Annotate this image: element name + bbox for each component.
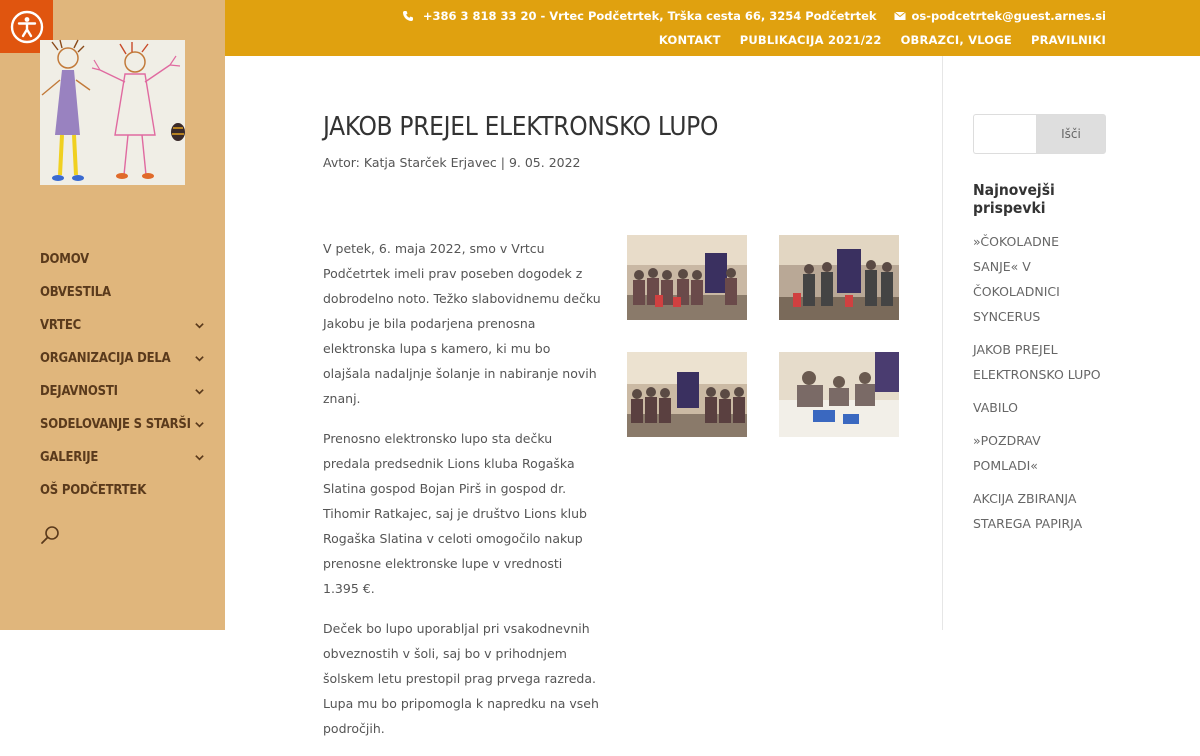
content-divider: [942, 56, 943, 630]
top-header: [225, 0, 1200, 56]
topnav-pravilniki[interactable]: PRAVILNIKI: [1030, 33, 1106, 47]
sidebar-item-vrtec[interactable]: [40, 309, 210, 342]
email-link[interactable]: os-podcetrtek@guest.arnes.si: [911, 9, 1106, 23]
sidebar-item-label: OŠ PODČETRTEK: [40, 483, 147, 498]
sidebar-item-organizacija-dela[interactable]: [40, 342, 210, 375]
page-title: JAKOB PREJEL ELEKTRONSKO LUPO: [323, 112, 719, 142]
phone-icon: [401, 9, 415, 23]
recent-post-link[interactable]: »ČOKOLADNE SANJE« V ČOKOLADNICI SYNCERUS: [973, 234, 1060, 324]
mail-icon: [893, 9, 907, 23]
main-navigation: [40, 243, 210, 507]
recent-posts-title: Najnovejši prispevki: [973, 181, 1055, 217]
post-meta: Avtor: Katja Starček Erjavec | 9. 05. 2022: [323, 155, 581, 170]
post-paragraph: V petek, 6. maja 2022, smo v Vrtcu Podčetrtek imeli prav poseben dogodek z dobrodelno noto. Težko slabovidnemu dečku Jakobu je bila podarjena prenosna elektronska lupa s kamero, ki mu bo olajšala nadaljnje šolanje in nabiranje novih znanj.: [323, 241, 601, 406]
sidebar-item-sodelovanje-s-starsi[interactable]: [40, 408, 210, 441]
sidebar-item-label: GALERIJE: [40, 450, 99, 465]
sidebar-item-dejavnosti[interactable]: [40, 375, 210, 408]
gallery-photo[interactable]: [779, 352, 899, 437]
accessibility-icon: [10, 10, 44, 44]
contact-info: [401, 9, 1106, 23]
search-form: [973, 114, 1106, 154]
chevron-down-icon[interactable]: [192, 418, 206, 432]
sidebar-item-label: VRTEC: [40, 318, 82, 333]
photo-gallery: [627, 235, 903, 437]
gallery-photo[interactable]: [779, 235, 899, 320]
right-sidebar: [973, 114, 1106, 544]
sidebar-item-label: DOMOV: [40, 252, 89, 267]
sidebar-item-label: DEJAVNOSTI: [40, 384, 118, 399]
recent-post-link[interactable]: JAKOB PREJEL ELEKTRONSKO LUPO: [973, 342, 1101, 382]
post-paragraph: Deček bo lupo uporabljal pri vsakodnevnih obveznostih v šoli, saj bo v prihodnjem šolskem letu prestopil prag prvega razreda. Lupa mu bo pripomogla k napredku na vseh področjih.: [323, 621, 599, 736]
search-icon[interactable]: [40, 524, 62, 546]
left-sidebar: [0, 0, 225, 630]
chevron-down-icon[interactable]: [192, 451, 206, 465]
sidebar-item-label: OBVESTILA: [40, 285, 111, 300]
post-paragraph: Prenosno elektronsko lupo sta dečku predala predsednik Lions kluba Rogaška Slatina gospod Bojan Pirš in gospod dr. Tihomir Ratkajec, saj je društvo Lions klub Rogaška Slatina v celoti omogočilo nakup prenosne elektronske lupe v vrednosti 1.395 €.: [323, 431, 587, 596]
search-input[interactable]: [973, 114, 1036, 154]
search-button[interactable]: Išči: [1036, 114, 1106, 154]
chevron-down-icon[interactable]: [192, 352, 206, 366]
post-body: [323, 236, 601, 756]
post-content: [323, 112, 903, 736]
recent-posts-list: [973, 229, 1106, 536]
sidebar-item-domov[interactable]: [40, 243, 210, 276]
recent-post-link[interactable]: »POZDRAV POMLADI«: [973, 433, 1041, 473]
sidebar-item-obvestila[interactable]: [40, 276, 210, 309]
site-logo[interactable]: [40, 40, 185, 185]
sidebar-item-label: SODELOVANJE S STARŠI: [40, 417, 191, 432]
recent-post-link[interactable]: VABILO: [973, 400, 1018, 415]
chevron-down-icon[interactable]: [192, 385, 206, 399]
gallery-photo[interactable]: [627, 352, 747, 437]
phone-address-text[interactable]: +386 3 818 33 20 - Vrtec Podčetrtek, Trška cesta 66, 3254 Podčetrtek: [422, 9, 877, 23]
chevron-down-icon[interactable]: [192, 319, 206, 333]
recent-post-link[interactable]: AKCIJA ZBIRANJA STAREGA PAPIRJA: [973, 491, 1083, 531]
sidebar-item-label: ORGANIZACIJA DELA: [40, 351, 171, 366]
topnav-publikacija[interactable]: PUBLIKACIJA 2021/22: [739, 33, 882, 47]
top-navigation: [659, 33, 1106, 47]
sidebar-item-os-podcetrtek[interactable]: [40, 474, 210, 507]
topnav-kontakt[interactable]: KONTAKT: [658, 33, 721, 47]
sidebar-item-galerije[interactable]: [40, 441, 210, 474]
topnav-obrazci-vloge[interactable]: OBRAZCI, VLOGE: [900, 33, 1012, 47]
gallery-photo[interactable]: [627, 235, 747, 320]
